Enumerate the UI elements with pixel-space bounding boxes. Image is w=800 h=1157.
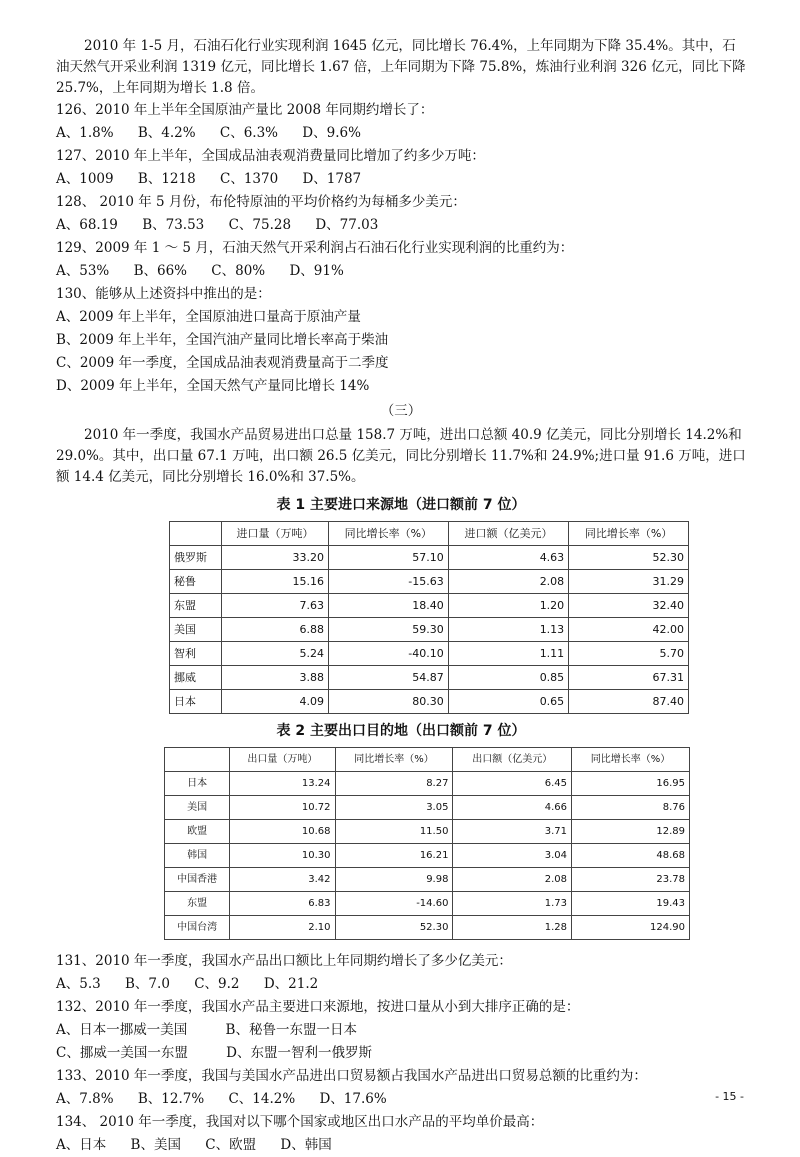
option[interactable]: D、91% — [289, 263, 344, 279]
option[interactable]: D、2009 年上半年，全国天然气产量同比增长 14% — [56, 378, 370, 394]
option[interactable]: A、日本 — [56, 1137, 107, 1153]
table-row — [170, 546, 689, 570]
options-134 — [56, 1134, 746, 1157]
question-134: 134、 2010 年一季度，我国对以下哪个国家或地区出口水产品的平均单价最高： — [56, 1114, 544, 1130]
question-131: 131、2010 年一季度，我国水产品出口额比上年同期约增长了多少亿美元： — [56, 953, 512, 969]
value-cell: 67.31 — [569, 666, 689, 690]
section-title: （三） — [380, 403, 422, 419]
value-cell: 10.72 — [230, 796, 335, 820]
value-cell: 23.78 — [572, 868, 690, 892]
table-row — [165, 844, 690, 868]
option[interactable]: C、挪威一美国一东盟 — [56, 1045, 188, 1061]
option[interactable]: A、53% — [56, 263, 110, 279]
options-133 — [56, 1088, 746, 1111]
column-header: 同比增长率（%） — [328, 522, 448, 546]
intro-paragraph-1: 2010 年 1-5 月，石油石化行业实现利润 1645 亿元，同比增长 76.4%，上年同期为下降 35.4%。其中，石油天然气开采业利润 1319 亿元，同比增长 1.67 倍，上年同期为下降 75.8%，炼油行业利润 326 亿元，同比下降 25.7%，上年同期为增长 1.8 倍。 — [56, 38, 746, 96]
value-cell: 18.40 — [328, 594, 448, 618]
table-2-body — [165, 772, 690, 940]
table-row — [165, 916, 690, 940]
column-header: 同比增长率（%） — [335, 748, 453, 772]
value-cell: 52.30 — [335, 916, 453, 940]
value-cell: 19.43 — [572, 892, 690, 916]
value-cell: 54.87 — [328, 666, 448, 690]
value-cell: 48.68 — [572, 844, 690, 868]
options-127 — [56, 168, 746, 191]
page-number: - 15 - — [715, 1090, 744, 1103]
value-cell: 4.63 — [448, 546, 568, 570]
value-cell: 3.88 — [222, 666, 329, 690]
value-cell: 3.04 — [453, 844, 572, 868]
row-label-cell: 俄罗斯 — [170, 546, 222, 570]
value-cell: 1.13 — [448, 618, 568, 642]
value-cell: 2.08 — [448, 570, 568, 594]
value-cell: 9.98 — [335, 868, 453, 892]
value-cell: 15.16 — [222, 570, 329, 594]
row-label-cell: 欧盟 — [165, 820, 230, 844]
value-cell: 6.45 — [453, 772, 572, 796]
option[interactable]: B、66% — [133, 263, 187, 279]
value-cell: 32.40 — [569, 594, 689, 618]
row-label-cell: 挪威 — [170, 666, 222, 690]
row-label-cell: 中国香港 — [165, 868, 230, 892]
option[interactable]: B、美国 — [130, 1137, 181, 1153]
value-cell: 0.65 — [448, 690, 568, 714]
option[interactable]: C、2009 年一季度，全国成品油表观消费量高于二季度 — [56, 355, 389, 371]
row-label-cell: 美国 — [170, 618, 222, 642]
value-cell: 87.40 — [569, 690, 689, 714]
column-header: 进口量（万吨） — [222, 522, 329, 546]
value-cell: 33.20 — [222, 546, 329, 570]
row-label-cell: 中国台湾 — [165, 916, 230, 940]
value-cell: -40.10 — [328, 642, 448, 666]
option[interactable]: D、韩国 — [280, 1137, 332, 1153]
value-cell: 10.68 — [230, 820, 335, 844]
value-cell: -14.60 — [335, 892, 453, 916]
value-cell: 124.90 — [572, 916, 690, 940]
value-cell: 31.29 — [569, 570, 689, 594]
question-127: 127、2010 年上半年，全国成品油表观消费量同比增加了约多少万吨： — [56, 148, 485, 164]
table-header-row — [170, 522, 689, 546]
table-row — [170, 570, 689, 594]
option[interactable]: B、73.53 — [142, 217, 205, 233]
option[interactable]: C、14.2% — [228, 1091, 296, 1107]
value-cell: 52.30 — [569, 546, 689, 570]
value-cell: 1.11 — [448, 642, 568, 666]
row-label-cell: 韩国 — [165, 844, 230, 868]
value-cell: 7.63 — [222, 594, 329, 618]
option[interactable]: A、5.3 — [56, 976, 101, 992]
option[interactable]: D、1787 — [302, 171, 362, 187]
value-cell: 42.00 — [569, 618, 689, 642]
table-1-body — [170, 546, 689, 714]
option[interactable]: C、9.2 — [194, 976, 240, 992]
option[interactable]: A、日本一挪威一美国 — [56, 1022, 188, 1038]
value-cell: 3.71 — [453, 820, 572, 844]
intro-paragraph-2: 2010 年一季度，我国水产品贸易进出口总量 158.7 万吨，进出口总额 40.9 亿美元，同比分别增长 14.2%和 29.0%。其中，出口量 67.1 万吨，出口额 26.5 亿美元，同比分别增长 11.7%和 24.9%;进口量 91.6 万吨，进口额 14.4 亿美元，同比分别增长 16.0%和 37.5%。 — [56, 427, 746, 485]
question-group-1 — [56, 99, 746, 398]
value-cell: 6.83 — [230, 892, 335, 916]
row-label-cell: 智利 — [170, 642, 222, 666]
row-label-cell: 日本 — [165, 772, 230, 796]
option[interactable]: A、2009 年上半年，全国原油进口量高于原油产量 — [56, 309, 361, 325]
column-header: 同比增长率（%） — [572, 748, 690, 772]
table-row — [165, 868, 690, 892]
table-row — [170, 594, 689, 618]
options-132-row-1 — [56, 1019, 746, 1042]
value-cell: 8.27 — [335, 772, 453, 796]
question-133: 133、2010 年一季度，我国与美国水产品进出口贸易额占我国水产品进出口贸易总额的比重约为： — [56, 1068, 647, 1084]
options-128 — [56, 214, 746, 237]
option[interactable]: A、1009 — [56, 171, 114, 187]
value-cell: 57.10 — [328, 546, 448, 570]
row-label-cell: 东盟 — [165, 892, 230, 916]
option[interactable]: B、12.7% — [137, 1091, 205, 1107]
options-126 — [56, 122, 746, 145]
option[interactable]: D、77.03 — [315, 217, 379, 233]
import-sources-table — [169, 521, 689, 714]
row-label-cell: 日本 — [170, 690, 222, 714]
value-cell: 80.30 — [328, 690, 448, 714]
value-cell: 8.76 — [572, 796, 690, 820]
option[interactable]: A、7.8% — [56, 1091, 114, 1107]
question-group-2 — [56, 950, 746, 1157]
option[interactable]: C、6.3% — [219, 125, 278, 141]
option[interactable]: D、17.6% — [319, 1091, 387, 1107]
option[interactable]: B、7.0 — [125, 976, 170, 992]
page-content — [56, 36, 746, 1157]
value-cell: 3.05 — [335, 796, 453, 820]
value-cell: 16.95 — [572, 772, 690, 796]
option[interactable]: B、1218 — [137, 171, 196, 187]
value-cell: 1.73 — [453, 892, 572, 916]
value-cell: -15.63 — [328, 570, 448, 594]
option[interactable]: B、4.2% — [137, 125, 196, 141]
table-row — [165, 772, 690, 796]
value-cell: 6.88 — [222, 618, 329, 642]
row-label-cell: 东盟 — [170, 594, 222, 618]
question-130: 130、能够从上述资抖中推出的是： — [56, 286, 271, 302]
value-cell: 11.50 — [335, 820, 453, 844]
export-destinations-table — [164, 747, 690, 940]
table-row — [170, 666, 689, 690]
option[interactable]: D、9.6% — [302, 125, 361, 141]
option[interactable]: A、68.19 — [56, 217, 118, 233]
value-cell: 59.30 — [328, 618, 448, 642]
options-131 — [56, 973, 746, 996]
column-header: 进口额（亿美元） — [448, 522, 568, 546]
column-header — [170, 522, 222, 546]
value-cell: 16.21 — [335, 844, 453, 868]
table-1-caption: 表 1 主要进口来源地（进口额前 7 位） — [276, 497, 526, 513]
value-cell: 2.10 — [230, 916, 335, 940]
table-row — [165, 796, 690, 820]
table-2-caption: 表 2 主要出口目的地（出口额前 7 位） — [276, 723, 526, 739]
options-129 — [56, 260, 746, 283]
table-row — [170, 690, 689, 714]
question-129: 129、2009 年 1 ～ 5 月，石油天然气开采利润占石油石化行业实现利润的比重约为： — [56, 240, 574, 256]
option[interactable]: C、75.28 — [228, 217, 292, 233]
option[interactable]: D、21.2 — [263, 976, 319, 992]
value-cell: 5.70 — [569, 642, 689, 666]
value-cell: 2.08 — [453, 868, 572, 892]
option[interactable]: C、1370 — [219, 171, 279, 187]
option[interactable]: B、2009 年上半年，全国汽油产量同比增长率高于柴油 — [56, 332, 389, 348]
table-row — [165, 820, 690, 844]
column-header: 出口量（万吨） — [230, 748, 335, 772]
value-cell: 12.89 — [572, 820, 690, 844]
table-row — [165, 892, 690, 916]
value-cell: 1.28 — [453, 916, 572, 940]
table-row — [170, 618, 689, 642]
question-132: 132、2010 年一季度，我国水产品主要进口来源地，按进口量从小到大排序正确的是： — [56, 999, 580, 1015]
value-cell: 10.30 — [230, 844, 335, 868]
column-header — [165, 748, 230, 772]
value-cell: 4.66 — [453, 796, 572, 820]
table-header-row — [165, 748, 690, 772]
row-label-cell: 美国 — [165, 796, 230, 820]
column-header: 同比增长率（%） — [569, 522, 689, 546]
option[interactable]: C、欧盟 — [205, 1137, 257, 1153]
question-126: 126、2010 年上半年全国原油产量比 2008 年同期约增长了： — [56, 102, 434, 118]
value-cell: 0.85 — [448, 666, 568, 690]
question-128: 128、 2010 年 5 月份，布伦特原油的平均价格约为每桶多少美元： — [56, 194, 466, 210]
row-label-cell: 秘鲁 — [170, 570, 222, 594]
value-cell: 5.24 — [222, 642, 329, 666]
options-132-row-2 — [56, 1042, 746, 1065]
option[interactable]: C、80% — [211, 263, 266, 279]
table-row — [170, 642, 689, 666]
column-header: 出口额（亿美元） — [453, 748, 572, 772]
value-cell: 13.24 — [230, 772, 335, 796]
value-cell: 1.20 — [448, 594, 568, 618]
value-cell: 3.42 — [230, 868, 335, 892]
option[interactable]: A、1.8% — [56, 125, 114, 141]
value-cell: 4.09 — [222, 690, 329, 714]
option[interactable]: B、秘鲁一东盟一日本 — [225, 1022, 357, 1038]
option[interactable]: D、东盟一智利一俄罗斯 — [226, 1045, 372, 1061]
